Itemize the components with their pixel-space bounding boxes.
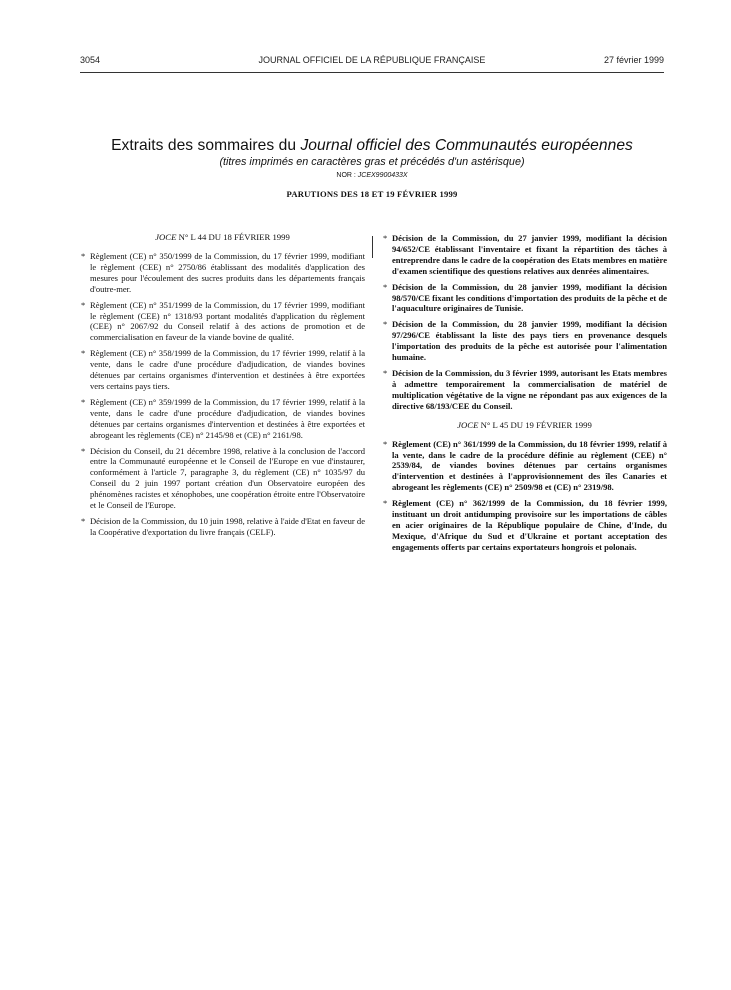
entry-text-bold: Décision de la Commission, du 3 février 1999, autorisant les Etats membres à admettre temporairement la commercialisation de matériel de multiplication végétative de la vigne ne répondant pas aux exigences de la directive 68/193/CEE du Conseil. <box>392 367 667 411</box>
asterisk-marker: * <box>383 281 388 292</box>
section-heading-text: N° L 44 DU 18 FÉVRIER 1999 <box>176 232 290 242</box>
asterisk-marker: * <box>81 515 86 526</box>
list-item <box>80 300 365 344</box>
column-divider <box>372 236 373 258</box>
list-item <box>382 498 667 553</box>
nor-reference <box>80 171 664 181</box>
asterisk-marker: * <box>81 348 86 359</box>
entry-text: Décision de la Commission, du 10 juin 1998, relative à l'aide d'Etat en faveur de la Coopérative d'exportation du livre français (CELF). <box>90 515 365 537</box>
joce-label: JOCE <box>155 232 177 242</box>
section-heading-l45 <box>382 420 667 431</box>
list-item <box>382 319 667 363</box>
page-title-journal: Journal officiel des Communautés européennes <box>300 137 633 154</box>
joce-label: JOCE <box>457 419 479 430</box>
asterisk-marker: * <box>383 367 388 378</box>
parutions-heading: PARUTIONS DES 18 ET 19 FÉVRIER 1999 <box>286 189 458 199</box>
page-title-prefix: Extraits des sommaires du <box>111 137 301 154</box>
entry-text-bold: Règlement (CE) n° 362/1999 de la Commission, du 18 février 1999, instituant un droit antidumping provisoire sur les importations de câbles en acier originaires de la République populaire de Chine, d'Inde, du Mexique, d'Afrique du Sud et d'Ukraine et portant acceptation des engagements offerts par certains exportateurs hongrois et polonais. <box>392 498 667 552</box>
list-item <box>80 446 365 511</box>
list-item <box>382 282 667 315</box>
asterisk-marker: * <box>81 396 86 407</box>
entry-text: Décision du Conseil, du 21 décembre 1998, relative à la conclusion de l'accord entre la Communauté européenne et le Conseil de l'Europe en vue d'instaurer, conformément à l'article 7, paragraphe 3, du règlement (CE) n° 1035/97 du Conseil du 2 juin 1997 portant création d'un Observatoire européen des phénomènes racistes et xénophobes, une coopération étroite entre l'Observatoire et le Conseil de l'Europe. <box>90 445 365 511</box>
page-number: 3054 <box>80 55 101 65</box>
entry-text: Règlement (CE) n° 358/1999 de la Commission, du 17 février 1999, relatif à la vente, dans le cadre d'une procédure d'adjudication, de viandes bovines détenues par certains organismes d'intervention et destinées à être exportées vers certains pays tiers. <box>90 348 365 391</box>
list-item <box>382 233 667 277</box>
asterisk-marker: * <box>81 445 86 456</box>
section-heading-l44 <box>80 232 365 243</box>
nor-label: NOR : <box>336 172 358 179</box>
issue-date: 27 février 1999 <box>603 55 664 65</box>
asterisk-marker: * <box>81 299 86 310</box>
list-item <box>80 516 365 538</box>
asterisk-marker: * <box>383 438 388 449</box>
list-item <box>80 348 365 392</box>
list-item <box>80 397 365 441</box>
asterisk-marker: * <box>383 319 388 330</box>
asterisk-marker: * <box>81 251 86 261</box>
entry-text-bold: Décision de la Commission, du 27 janvier 1999, modifiant la décision 94/652/CE établissant l'inventaire et fixant la répartition des tâches à entreprendre dans le cadre de la coopération des Etats membres en matière d'examen scientifique des questions relatives aux denrées alimentaires. <box>392 233 667 276</box>
entry-text: Règlement (CE) n° 351/1999 de la Commission, du 17 février 1999, modifiant le règlement (CEE) n° 1318/93 portant modalités d'application du règlement (CEE) n° 2067/92 du Conseil relatif à des actions de promotion et de commercialisation en faveur de la viande bovine de qualité. <box>90 299 365 343</box>
section-heading-text: N° L 45 DU 19 FÉVRIER 1999 <box>478 419 592 430</box>
entry-text-bold: Décision de la Commission, du 28 janvier 1999, modifiant la décision 98/570/CE fixant les conditions d'importation des produits de la pêche et de l'aquaculture originaires de Tunisie. <box>392 281 667 314</box>
page-subtitle: (titres imprimés en caractères gras et précédés d'un astérisque) <box>219 156 525 168</box>
entry-text: Règlement (CE) n° 359/1999 de la Commission, du 17 février 1999, relatif à la vente, dans le cadre d'une procédure d'adjudication, de viandes bovines détenues par certains organismes d'intervention et destinées à être exportées et abrogeant les règlements (CE) n° 2145/98 et (CE) n° 2161/98. <box>90 396 365 440</box>
right-column <box>382 233 667 558</box>
journal-title: JOURNAL OFFICIEL DE LA RÉPUBLIQUE FRANÇAISE <box>258 55 486 65</box>
asterisk-marker: * <box>383 233 388 243</box>
page-title <box>80 136 664 155</box>
title-block <box>80 136 664 200</box>
list-item <box>80 251 365 295</box>
left-column <box>80 232 365 543</box>
list-item <box>382 368 667 412</box>
entry-text: Règlement (CE) n° 350/1999 de la Commission, du 17 février 1999, modifiant le règlement (CEE) n° 2750/86 établissant des modalités d'application des mesures pour l'écoulement des sucres produits dans les départements français d'outre-mer. <box>90 251 365 294</box>
list-item <box>382 439 667 494</box>
entry-text-bold: Règlement (CE) n° 361/1999 de la Commission, du 18 février 1999, relatif à la vente, dans le cadre de la procédure définie au règlement (CEE) n° 2539/84, de viandes bovines détenues par certains organismes d'intervention et destinées à l'approvisionnement des îles Canaries et abrogeant les règlements (CE) n° 2509/98 et (CE) n° 2319/98. <box>392 438 667 493</box>
entry-text-bold: Décision de la Commission, du 28 janvier 1999, modifiant la décision 97/296/CE établissant la liste des pays tiers en provenance desquels l'importation des produits de la pêche est autorisée pour l'alimentation humaine. <box>392 319 667 363</box>
nor-code: JCEX9900433X <box>357 172 408 179</box>
header-rule <box>80 72 664 73</box>
asterisk-marker: * <box>383 498 388 509</box>
